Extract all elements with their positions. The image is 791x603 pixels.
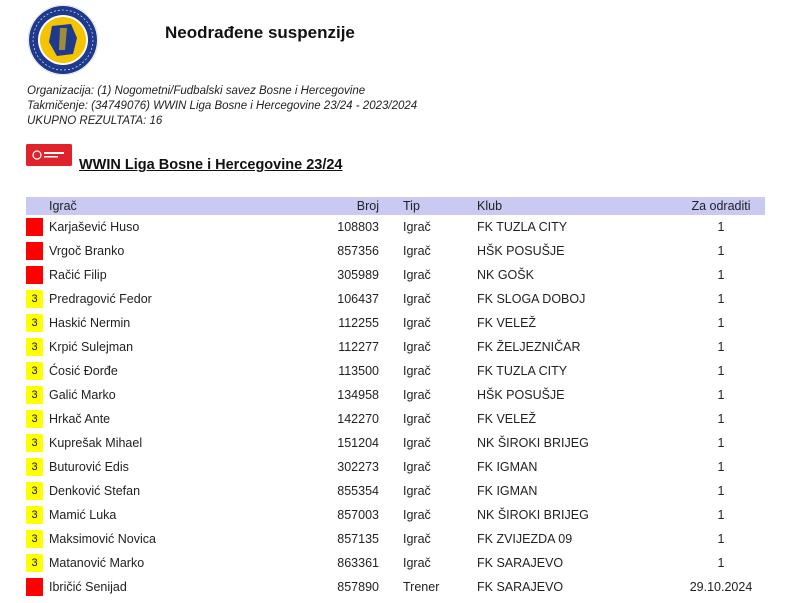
card-cell [26, 215, 45, 239]
player-name: Hrkač Ante [49, 412, 111, 426]
yellow-card-icon: 3 [26, 482, 43, 500]
league-title: WWIN Liga Bosne i Hercegovine 23/24 [79, 157, 343, 173]
player-name: Ćosić Đorđe [49, 364, 118, 378]
person-type: Trener [403, 580, 440, 594]
remaining-suspension: 1 [717, 412, 725, 426]
table-row [26, 407, 765, 431]
competition-line: Takmičenje: (34749076) WWIN Liga Bosne i Hercegovine 23/24 - 2023/2024 [27, 100, 418, 112]
player-name: Matanović Marko [49, 556, 145, 570]
column-header-tip: Tip [403, 199, 420, 213]
league-logo [26, 144, 72, 166]
remaining-suspension: 1 [717, 508, 725, 522]
yellow-card-icon: 3 [26, 434, 43, 452]
table-row [26, 335, 765, 359]
player-number: 305989 [337, 268, 379, 282]
person-type: Igrač [403, 460, 431, 474]
player-name: Haskić Nermin [49, 316, 131, 330]
table-row [26, 527, 765, 551]
red-card-icon [26, 242, 43, 260]
player-name: Predragović Fedor [49, 292, 152, 306]
remaining-suspension: 29.10.2024 [689, 580, 753, 594]
player-name: Buturović Edis [49, 460, 129, 474]
club-name: NK GOŠK [477, 268, 534, 282]
club-name: NK ŠIROKI BRIJEG [477, 436, 589, 450]
federation-logo [27, 4, 99, 76]
card-cell [26, 239, 45, 263]
person-type: Igrač [403, 484, 431, 498]
table-row [26, 503, 765, 527]
club-name: FK ZVIJEZDA 09 [477, 532, 573, 546]
remaining-suspension: 1 [717, 484, 725, 498]
suspensions-table [26, 197, 765, 599]
table-row [26, 263, 765, 287]
table-row [26, 551, 765, 575]
remaining-suspension: 1 [717, 532, 725, 546]
header-card-cell [26, 197, 45, 215]
red-card-icon [26, 218, 43, 236]
red-card-icon [26, 578, 43, 596]
club-name: FK SARAJEVO [477, 580, 564, 594]
card-cell [26, 263, 45, 287]
club-name: NK ŠIROKI BRIJEG [477, 508, 589, 522]
player-number: 134958 [337, 388, 379, 402]
person-type: Igrač [403, 244, 431, 258]
table-row [26, 215, 765, 239]
player-name: Ibričić Senijad [49, 580, 127, 594]
player-name: Maksimović Novica [49, 532, 156, 546]
card-cell [26, 311, 45, 335]
person-type: Igrač [403, 436, 431, 450]
player-name: Krpić Sulejman [49, 340, 134, 354]
player-name: Kuprešak Mihael [49, 436, 143, 450]
page-title: Neodrađene suspenzije [165, 23, 355, 42]
person-type: Igrač [403, 340, 431, 354]
table-row [26, 239, 765, 263]
person-type: Igrač [403, 388, 431, 402]
card-cell [26, 431, 45, 455]
player-number: 857890 [337, 580, 379, 594]
player-number: 857135 [337, 532, 379, 546]
club-name: FK SLOGA DOBOJ [477, 292, 586, 306]
person-type: Igrač [403, 316, 431, 330]
person-type: Igrač [403, 292, 431, 306]
remaining-suspension: 1 [717, 460, 725, 474]
card-cell [26, 527, 45, 551]
player-name: Mamić Luka [49, 508, 117, 522]
column-header-broj: Broj [356, 199, 379, 213]
yellow-card-icon: 3 [26, 362, 43, 380]
total-results-line: UKUPNO REZULTATA: 16 [27, 115, 163, 127]
card-cell [26, 575, 45, 599]
player-number: 112277 [338, 340, 379, 354]
player-number: 151204 [337, 436, 379, 450]
card-cell [26, 359, 45, 383]
table-row [26, 455, 765, 479]
person-type: Igrač [403, 268, 431, 282]
remaining-suspension: 1 [717, 268, 725, 282]
player-number: 857003 [337, 508, 379, 522]
remaining-suspension: 1 [717, 220, 725, 234]
person-type: Igrač [403, 508, 431, 522]
yellow-card-icon: 3 [26, 338, 43, 356]
column-header-za-odraditi: Za odraditi [691, 199, 751, 213]
table-row [26, 431, 765, 455]
yellow-card-icon: 3 [26, 290, 43, 308]
yellow-card-icon: 3 [26, 554, 43, 572]
table-row [26, 287, 765, 311]
person-type: Igrač [403, 556, 431, 570]
club-name: FK IGMAN [477, 460, 538, 474]
organization-line: Organizacija: (1) Nogometni/Fudbalski savez Bosne i Hercegovine [27, 85, 366, 97]
card-cell [26, 407, 45, 431]
yellow-card-icon: 3 [26, 530, 43, 548]
card-cell [26, 383, 45, 407]
yellow-card-icon: 3 [26, 314, 43, 332]
remaining-suspension: 1 [717, 292, 725, 306]
table-row [26, 575, 765, 599]
player-name: Karjašević Huso [49, 220, 140, 234]
club-name: HŠK POSUŠJE [477, 244, 565, 258]
player-number: 302273 [337, 460, 379, 474]
table-row [26, 383, 765, 407]
club-name: FK TUZLA CITY [477, 220, 568, 234]
club-name: FK SARAJEVO [477, 556, 564, 570]
club-name: FK VELEŽ [477, 316, 537, 330]
red-card-icon [26, 266, 43, 284]
club-name: FK VELEŽ [477, 412, 537, 426]
yellow-card-icon: 3 [26, 506, 43, 524]
card-cell [26, 287, 45, 311]
yellow-card-icon: 3 [26, 410, 43, 428]
column-header-igrac: Igrač [49, 199, 77, 213]
player-number: 142270 [337, 412, 379, 426]
player-name: Galić Marko [49, 388, 116, 402]
club-name: FK IGMAN [477, 484, 538, 498]
person-type: Igrač [403, 532, 431, 546]
player-number: 106437 [337, 292, 379, 306]
remaining-suspension: 1 [717, 556, 725, 570]
table-header-row [26, 197, 765, 215]
player-number: 113500 [338, 364, 379, 378]
card-cell [26, 335, 45, 359]
player-number: 108803 [337, 220, 379, 234]
card-cell [26, 479, 45, 503]
remaining-suspension: 1 [717, 316, 725, 330]
player-name: Denković Stefan [49, 484, 141, 498]
column-header-klub: Klub [477, 199, 503, 213]
player-number: 863361 [337, 556, 379, 570]
person-type: Igrač [403, 220, 431, 234]
club-name: FK ŽELJEZNIČAR [477, 340, 581, 354]
report-meta [27, 84, 417, 129]
table-body [26, 215, 765, 599]
table-row [26, 479, 765, 503]
club-name: FK TUZLA CITY [477, 364, 568, 378]
remaining-suspension: 1 [717, 244, 725, 258]
table-row [26, 359, 765, 383]
person-type: Igrač [403, 364, 431, 378]
card-cell [26, 503, 45, 527]
player-name: Račić Filip [49, 268, 107, 282]
remaining-suspension: 1 [717, 388, 725, 402]
club-name: HŠK POSUŠJE [477, 388, 565, 402]
table-row [26, 311, 765, 335]
player-number: 855354 [337, 484, 379, 498]
remaining-suspension: 1 [717, 340, 725, 354]
player-number: 857356 [337, 244, 379, 258]
yellow-card-icon: 3 [26, 458, 43, 476]
player-number: 112255 [338, 316, 379, 330]
person-type: Igrač [403, 412, 431, 426]
remaining-suspension: 1 [717, 436, 725, 450]
player-name: Vrgoč Branko [49, 244, 125, 258]
card-cell [26, 551, 45, 575]
card-cell [26, 455, 45, 479]
remaining-suspension: 1 [717, 364, 725, 378]
yellow-card-icon: 3 [26, 386, 43, 404]
